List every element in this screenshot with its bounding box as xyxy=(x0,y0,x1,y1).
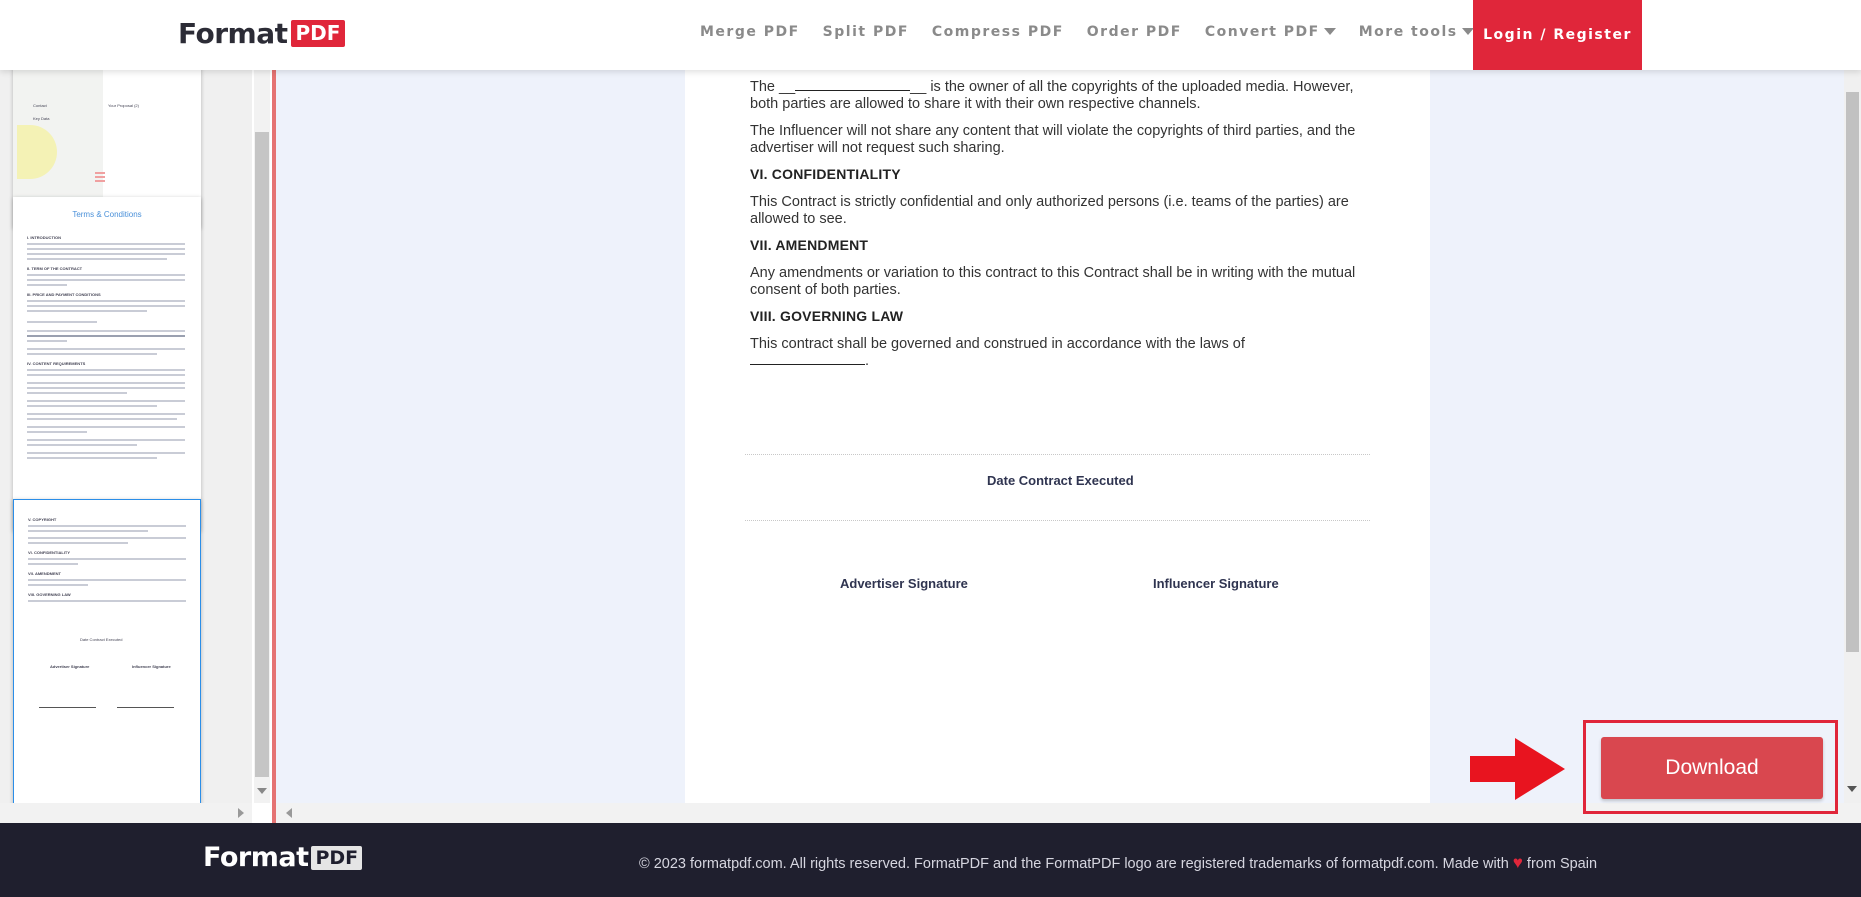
thumb2-line xyxy=(27,248,185,250)
thumb2-line xyxy=(27,382,185,384)
thumb3-heading: V. COPYRIGHT xyxy=(28,517,57,522)
page-thumbnails-panel xyxy=(0,70,252,803)
logo-word: Format xyxy=(178,16,288,50)
scrollbar-thumb[interactable] xyxy=(255,132,269,777)
paragraph-governing-law xyxy=(750,336,1360,370)
thumb2-title: Terms & Conditions xyxy=(72,210,142,219)
login-register-label: Login / Register xyxy=(1483,27,1632,43)
footer-copyright-text: © 2023 formatpdf.com. All rights reserved. FormatPDF and the FormatPDF logo are registered trademarks of formatpdf.com. Made with xyxy=(639,856,1509,872)
nav-order-pdf[interactable] xyxy=(1087,24,1182,40)
thumb3-line xyxy=(28,525,186,527)
paragraph-copyright-owner xyxy=(750,79,1360,113)
nav-merge-pdf-label: Merge PDF xyxy=(700,23,800,40)
thumb2-line xyxy=(27,243,185,245)
thumb3-heading: VIII. GOVERNING LAW xyxy=(28,592,71,597)
chevron-down-icon xyxy=(1462,28,1474,35)
thumb2-line xyxy=(27,340,67,342)
thumb2-heading: IV. CONTENT REQUIREMENTS xyxy=(27,361,86,366)
thumb2-line xyxy=(27,418,177,420)
nav-split-pdf-label: Split PDF xyxy=(822,23,909,40)
thumb2-heading: I. INTRODUCTION xyxy=(27,235,61,240)
thumb2-heading: III. PRICE AND PAYMENT CONDITIONS xyxy=(27,292,101,297)
blank-field xyxy=(750,353,865,365)
thumb2-line xyxy=(27,405,157,407)
nav-convert-pdf[interactable] xyxy=(1205,24,1336,40)
heading-confidentiality: VI. CONFIDENTIALITY xyxy=(750,166,901,182)
thumb2-line xyxy=(27,310,147,312)
thumbnail-page-3[interactable] xyxy=(13,499,201,835)
thumb3-line xyxy=(28,530,148,532)
thumb3-line xyxy=(28,584,88,586)
thumb2-line xyxy=(27,300,185,302)
thumb2-line xyxy=(27,258,167,260)
thumb1-text-contact: Contact xyxy=(33,103,47,108)
nav-merge-pdf[interactable] xyxy=(700,24,800,40)
thumb2-line xyxy=(27,305,185,307)
thumb3-line xyxy=(28,558,186,560)
thumb3-line xyxy=(28,600,186,602)
thumb3-sig-influencer: Influencer Signature xyxy=(132,664,171,669)
date-contract-executed-label: Date Contract Executed xyxy=(987,473,1134,488)
pdf-page xyxy=(685,60,1430,860)
thumb2-line xyxy=(27,321,97,323)
footer-origin-text: from Spain xyxy=(1526,856,1598,872)
heart-icon: ♥ xyxy=(1512,853,1523,872)
nav-more-tools-label: More tools xyxy=(1358,23,1458,40)
thumb1-text-keydata: Key Data xyxy=(33,116,50,121)
heading-governing-law: VIII. GOVERNING LAW xyxy=(750,308,904,324)
thumb3-line xyxy=(28,537,186,539)
footer-copyright xyxy=(639,853,1597,873)
footer-logo[interactable] xyxy=(203,842,362,873)
thumb3-sig-advertiser: Advertiser Signature xyxy=(50,664,90,669)
influencer-signature-label: Influencer Signature xyxy=(1153,576,1279,591)
thumb2-heading: II. TERM OF THE CONTRACT xyxy=(27,266,83,271)
scrollbar-thumb[interactable] xyxy=(1846,92,1859,652)
thumb2-line xyxy=(27,452,185,454)
main-nav xyxy=(700,0,1497,63)
logo-badge: PDF xyxy=(291,20,346,47)
thumb3-heading: VI. CONFIDENTIALITY xyxy=(28,550,70,555)
thumb2-line xyxy=(27,353,157,355)
footer-logo-badge: PDF xyxy=(311,846,362,870)
thumb2-line xyxy=(27,279,185,281)
thumb2-line xyxy=(27,284,67,286)
thumb2-line xyxy=(27,369,185,371)
thumbnail-page-2[interactable] xyxy=(13,197,201,531)
thumbnails-horizontal-scrollbar[interactable] xyxy=(0,803,252,823)
thumb2-line xyxy=(27,330,185,332)
separator-line xyxy=(745,520,1370,521)
thumb1-line xyxy=(95,172,105,174)
thumb1-line xyxy=(95,180,105,182)
paragraph-copyright-text-b: __ is the owner of all the copyrights of the uploaded media. However, both parties are allowed to share it with their own respective channels. xyxy=(750,79,1354,112)
top-header xyxy=(0,0,1861,70)
thumb3-line xyxy=(28,579,186,581)
viewer-vertical-scrollbar[interactable] xyxy=(1844,70,1861,803)
nav-order-pdf-label: Order PDF xyxy=(1086,23,1182,40)
scroll-right-arrow-icon[interactable] xyxy=(238,808,244,818)
blank-field xyxy=(795,79,910,91)
arrow-right-icon xyxy=(1470,738,1565,800)
thumb3-heading: VII. AMENDMENT xyxy=(28,571,61,576)
nav-split-pdf[interactable] xyxy=(823,24,909,40)
thumb1-text-proposal: Your Proposal (2) xyxy=(108,103,139,108)
download-button-label: Download xyxy=(1665,756,1759,779)
thumb1-line xyxy=(95,176,105,178)
paragraph-copyright-third-parties: The Influencer will not share any content that will violate the copyrights of third parties, and the advertiser will not request such sharing. xyxy=(750,123,1356,156)
thumb2-line xyxy=(27,348,185,350)
footer-logo-word: Format xyxy=(203,842,309,873)
thumb3-signature-line xyxy=(39,707,96,708)
thumb3-line xyxy=(28,542,128,544)
paragraph-governing-text-b: . xyxy=(865,353,870,369)
thumb2-line xyxy=(27,413,185,415)
thumb2-line xyxy=(27,274,185,276)
thumb2-line xyxy=(27,444,137,446)
nav-compress-pdf[interactable] xyxy=(932,24,1064,40)
paragraph-amendment: Any amendments or variation to this contract to this Contract shall be in writing with the mutual consent of both parties. xyxy=(750,265,1356,298)
site-footer xyxy=(0,823,1861,897)
advertiser-signature-label: Advertiser Signature xyxy=(840,576,968,591)
scroll-down-arrow-icon[interactable] xyxy=(257,788,267,794)
thumb2-line xyxy=(27,431,87,433)
separator-line xyxy=(745,454,1370,455)
thumb2-line xyxy=(27,400,185,402)
thumb2-line xyxy=(27,374,185,376)
login-register-button[interactable] xyxy=(1473,0,1642,70)
download-button[interactable] xyxy=(1601,737,1823,799)
paragraph-copyright-text-a: The __ xyxy=(750,79,796,95)
heading-amendment: VII. AMENDMENT xyxy=(750,237,869,253)
thumb3-date-label: Date Contract Executed xyxy=(80,637,123,642)
pdf-viewer xyxy=(276,70,1844,803)
scroll-left-arrow-icon[interactable] xyxy=(286,808,292,818)
thumb2-line xyxy=(27,392,127,394)
thumb2-line xyxy=(27,439,185,441)
thumb3-line xyxy=(28,563,78,565)
thumb2-line xyxy=(27,457,157,459)
nav-compress-pdf-label: Compress PDF xyxy=(931,23,1064,40)
thumb2-line xyxy=(27,426,185,428)
nav-more-tools[interactable] xyxy=(1359,24,1474,40)
thumb3-signature-line xyxy=(117,707,174,708)
scroll-down-arrow-icon[interactable] xyxy=(1847,786,1857,792)
thumb2-line xyxy=(27,387,185,389)
thumbnails-vertical-scrollbar[interactable] xyxy=(254,70,270,803)
paragraph-confidentiality: This Contract is strictly confidential and only authorized persons (i.e. teams of the parties) are allowed to see. xyxy=(750,194,1349,227)
paragraph-governing-text-a: This contract shall be governed and construed in accordance with the laws of xyxy=(750,336,1245,352)
thumb2-line xyxy=(27,253,185,255)
site-logo[interactable] xyxy=(178,15,345,51)
nav-convert-pdf-label: Convert PDF xyxy=(1204,23,1320,40)
thumb2-line xyxy=(27,335,185,337)
chevron-down-icon xyxy=(1324,28,1336,35)
